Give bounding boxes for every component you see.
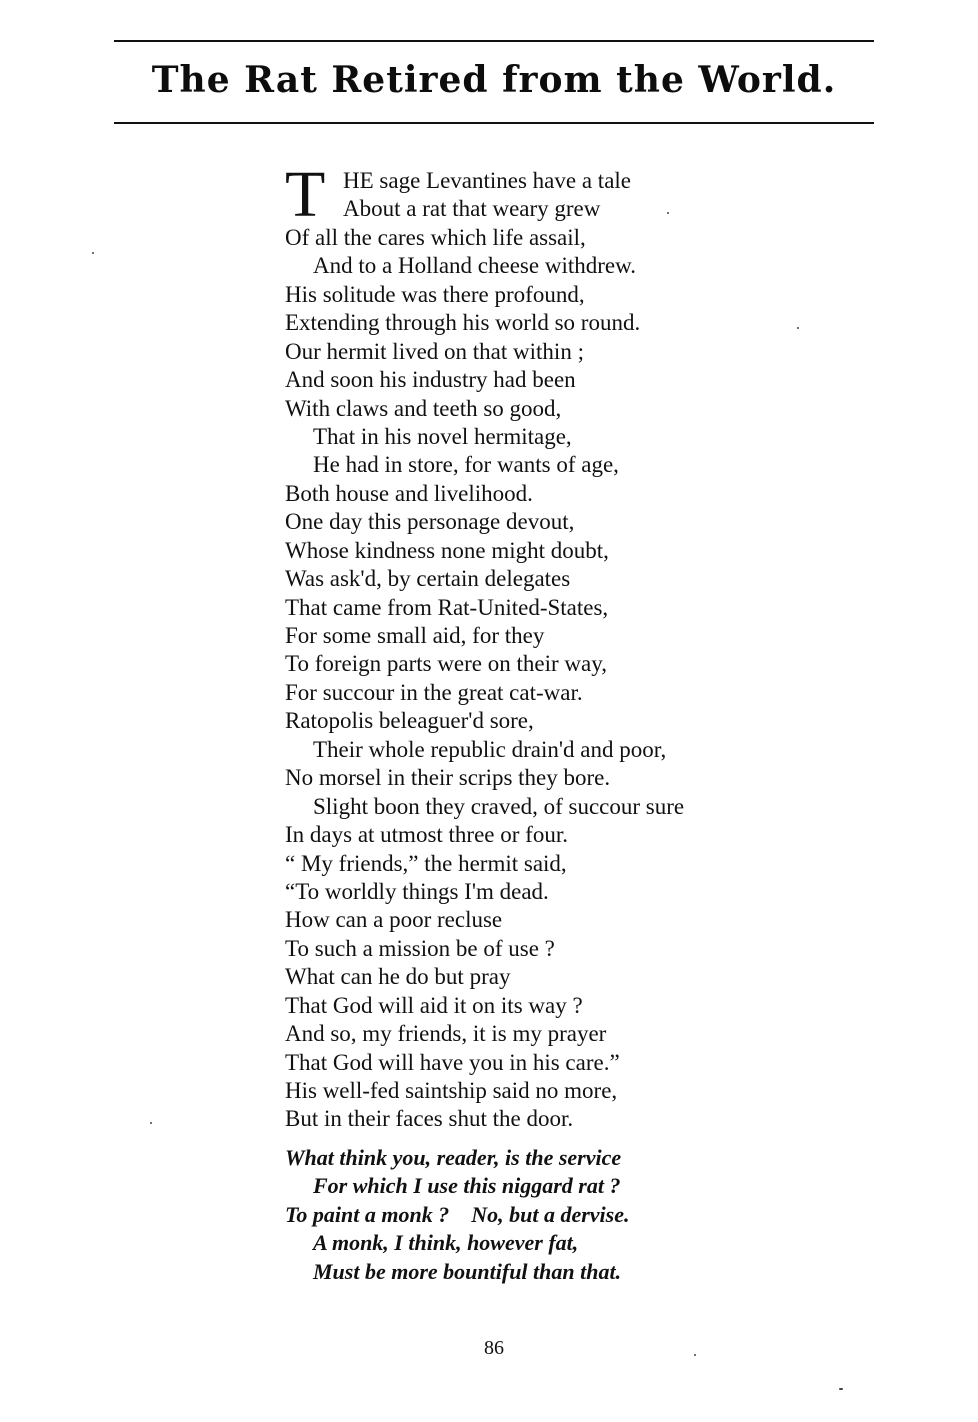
- scan-speck: [694, 1354, 696, 1356]
- scan-speck: [797, 327, 799, 329]
- poem-line: And so, my friends, it is my prayer: [285, 1021, 607, 1047]
- poem-line: And soon his industry had been: [285, 367, 576, 393]
- moral-line: Must be more bountiful than that.: [313, 1258, 622, 1284]
- poem-line: For succour in the great cat-war.: [285, 679, 583, 705]
- title-rule-bottom: [114, 122, 874, 124]
- poem-line: That God will aid it on its way ?: [285, 992, 583, 1018]
- poem-line: His solitude was there profound,: [285, 281, 585, 307]
- poem-line: No morsel in their scrips they bore.: [285, 765, 611, 791]
- poem-line: His well-fed saintship said no more,: [285, 1078, 618, 1103]
- poem-line: Their whole republic drain'd and poor,: [313, 736, 667, 762]
- poem-line: In days at utmost three or four.: [285, 822, 568, 848]
- poem-line: Both house and livelihood.: [285, 480, 533, 506]
- poem-line: How can a poor recluse: [285, 907, 503, 933]
- scan-speck: [92, 252, 94, 254]
- poem-line: That came from Rat-United-States,: [285, 594, 609, 620]
- scan-speck: [150, 1122, 152, 1124]
- poem-line: Slight boon they craved, of succour sure: [313, 793, 685, 819]
- poem-line: Of all the cares which life assail,: [285, 224, 586, 250]
- page-number: 86: [484, 1337, 504, 1359]
- poem-line: That God will have you in his care.”: [285, 1049, 620, 1075]
- poem-line: He had in store, for wants of age,: [313, 452, 619, 478]
- poem-line: But in their faces shut the door.: [285, 1106, 574, 1132]
- poem-line: About a rat that weary grew: [343, 196, 601, 222]
- moral-line: To paint a monk ? No, but a dervise.: [285, 1201, 630, 1227]
- poem-line: Our hermit lived on that within ;: [285, 338, 584, 364]
- poem-line: “To worldly things I'm dead.: [285, 878, 549, 904]
- poem-line: One day this personage devout,: [285, 509, 575, 535]
- page-title: The Rat Retired from the World.: [151, 59, 837, 101]
- poem-line: Ratopolis beleaguer'd sore,: [285, 708, 534, 734]
- poem-line: To such a mission be of use ?: [285, 935, 555, 961]
- poem-line: And to a Holland cheese withdrew.: [313, 253, 636, 279]
- scan-speck: [667, 212, 669, 214]
- poem-line: “ My friends,” the hermit said,: [285, 850, 567, 876]
- poem-line: To foreign parts were on their way,: [285, 651, 607, 677]
- poem-line: That in his novel hermitage,: [313, 423, 572, 449]
- moral-line: A monk, I think, however fat,: [313, 1230, 579, 1256]
- drop-cap: T: [285, 158, 326, 231]
- title-rule-top: [114, 40, 874, 42]
- moral-line: What think you, reader, is the service: [285, 1145, 622, 1170]
- poem-line: HE sage Levantines have a tale: [343, 168, 632, 193]
- poem-line: Was ask'd, by certain delegates: [285, 566, 571, 592]
- poem-line: For some small aid, for they: [285, 623, 545, 648]
- moral-stanza: [285, 1144, 845, 1286]
- poem-line: Extending through his world so round.: [285, 310, 641, 336]
- poem-line: With claws and teeth so good,: [285, 395, 562, 421]
- poem-line: What can he do but pray: [285, 964, 511, 990]
- poem-body: [285, 158, 845, 1134]
- scan-speck: [839, 1388, 843, 1390]
- moral-line: For which I use this niggard rat ?: [313, 1173, 621, 1199]
- poem-line: Whose kindness none might doubt,: [285, 537, 609, 563]
